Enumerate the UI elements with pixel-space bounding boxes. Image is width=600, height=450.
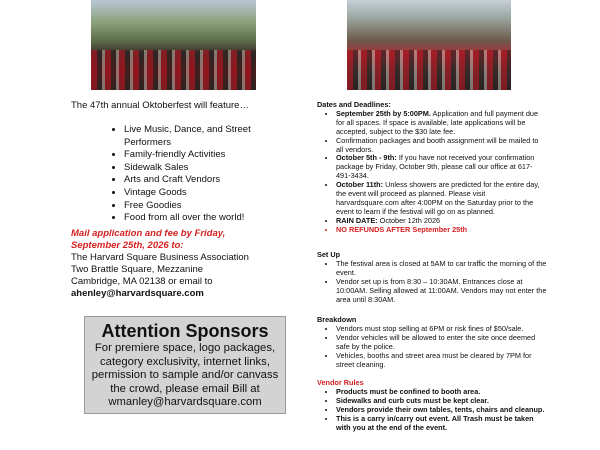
rules-heading: Vendor Rules (317, 378, 364, 387)
date-item: • September 25th by 5:00PM. Application and full payment due for all spaces. If space is available, late applications will be accepted, subject to the $30 late fee. (336, 110, 547, 137)
breakdown-item: • Vendors must stop selling at 6PM or risk fines of $50/sale. (336, 325, 547, 334)
date-item: • October 5th - 9th: If you have not received your confirmation package by Friday, October 9th, please call our office at 617-491-3434. (336, 154, 547, 181)
rule-item: • Sidewalks and curb cuts must be kept clear. (336, 397, 547, 406)
date-item: • October 11th: Unless showers are predicted for the entire day, the event will proceed as planned. Please visit harvardsquare.com after 4:00PM on the Saturday prior to the event to learn if the festival will go on as planned. (336, 181, 547, 217)
breakdown-section (317, 316, 547, 369)
no-refunds-notice: • NO REFUNDS AFTER September 25th (336, 226, 547, 235)
breakdown-item: • Vehicles, booths and street area must be cleared by 7PM for street cleaning. (336, 352, 547, 370)
festival-photo (347, 0, 511, 90)
dates-section (317, 101, 547, 235)
dates-heading: Dates and Deadlines: (317, 100, 391, 109)
contact-email-link[interactable]: ahenley@harvardsquare.com (71, 288, 204, 299)
rule-item: • Products must be confined to booth area. (336, 388, 547, 397)
address-line: Cambridge, MA 02138 or email to (71, 276, 213, 287)
setup-item: • The festival area is closed at 5AM to car traffic the morning of the event. (336, 260, 547, 278)
sponsors-body: For premiere space, logo packages, category exclusivity, internet links, permission to sample and/or canvass the crowd, please email Bill at wmanley@harvardsquare.com (91, 342, 279, 408)
crowd-figure (347, 50, 511, 90)
address-line: Two Brattle Square, Mezzanine (71, 264, 204, 275)
setup-item: • Vendor set up is from 8:30 – 10:30AM. Entrances close at 10:00AM. Selling allowed at 11:00AM. Vendors may not enter the area until 8:30AM. (336, 278, 547, 305)
address-line: The Harvard Square Business Association (71, 252, 249, 263)
date-item: • Confirmation packages and booth assignment will be mailed to all vendors. (336, 137, 547, 155)
feature-item: • Free Goodies (124, 200, 294, 213)
feature-item: • Live Music, Dance, and Street Performers (124, 124, 294, 149)
feature-item: • Sidewalk Sales (124, 162, 294, 175)
setup-heading: Set Up (317, 250, 341, 259)
sponsors-box (84, 316, 286, 414)
parade-photo (91, 0, 256, 90)
mail-heading: Mail application and fee by Friday, September 25th, 2026 to: (71, 228, 226, 251)
crowd-figure (91, 50, 256, 90)
feature-item: • Food from all over the world! (124, 212, 294, 225)
mailing-address (71, 252, 291, 300)
sponsors-title: Attention Sponsors (101, 321, 269, 341)
rule-item: • Vendors provide their own tables, tents, chairs and cleanup. (336, 406, 547, 415)
feature-item: • Arts and Craft Vendors (124, 174, 294, 187)
intro-text: The 47th annual Oktoberfest will feature… (71, 100, 249, 111)
feature-item: • Family-friendly Activities (124, 149, 294, 162)
breakdown-item: • Vendor vehicles will be allowed to enter the site once deemed safe by the police. (336, 334, 547, 352)
rules-section (317, 379, 547, 432)
feature-item: • Vintage Goods (124, 187, 294, 200)
features-list (105, 124, 294, 225)
breakdown-heading: Breakdown (317, 315, 357, 324)
date-item: • RAIN DATE: October 12th 2026 (336, 217, 547, 226)
rule-item: • This is a carry in/carry out event. All Trash must be taken with you at the end of the event. (336, 415, 547, 433)
setup-section (317, 251, 547, 304)
